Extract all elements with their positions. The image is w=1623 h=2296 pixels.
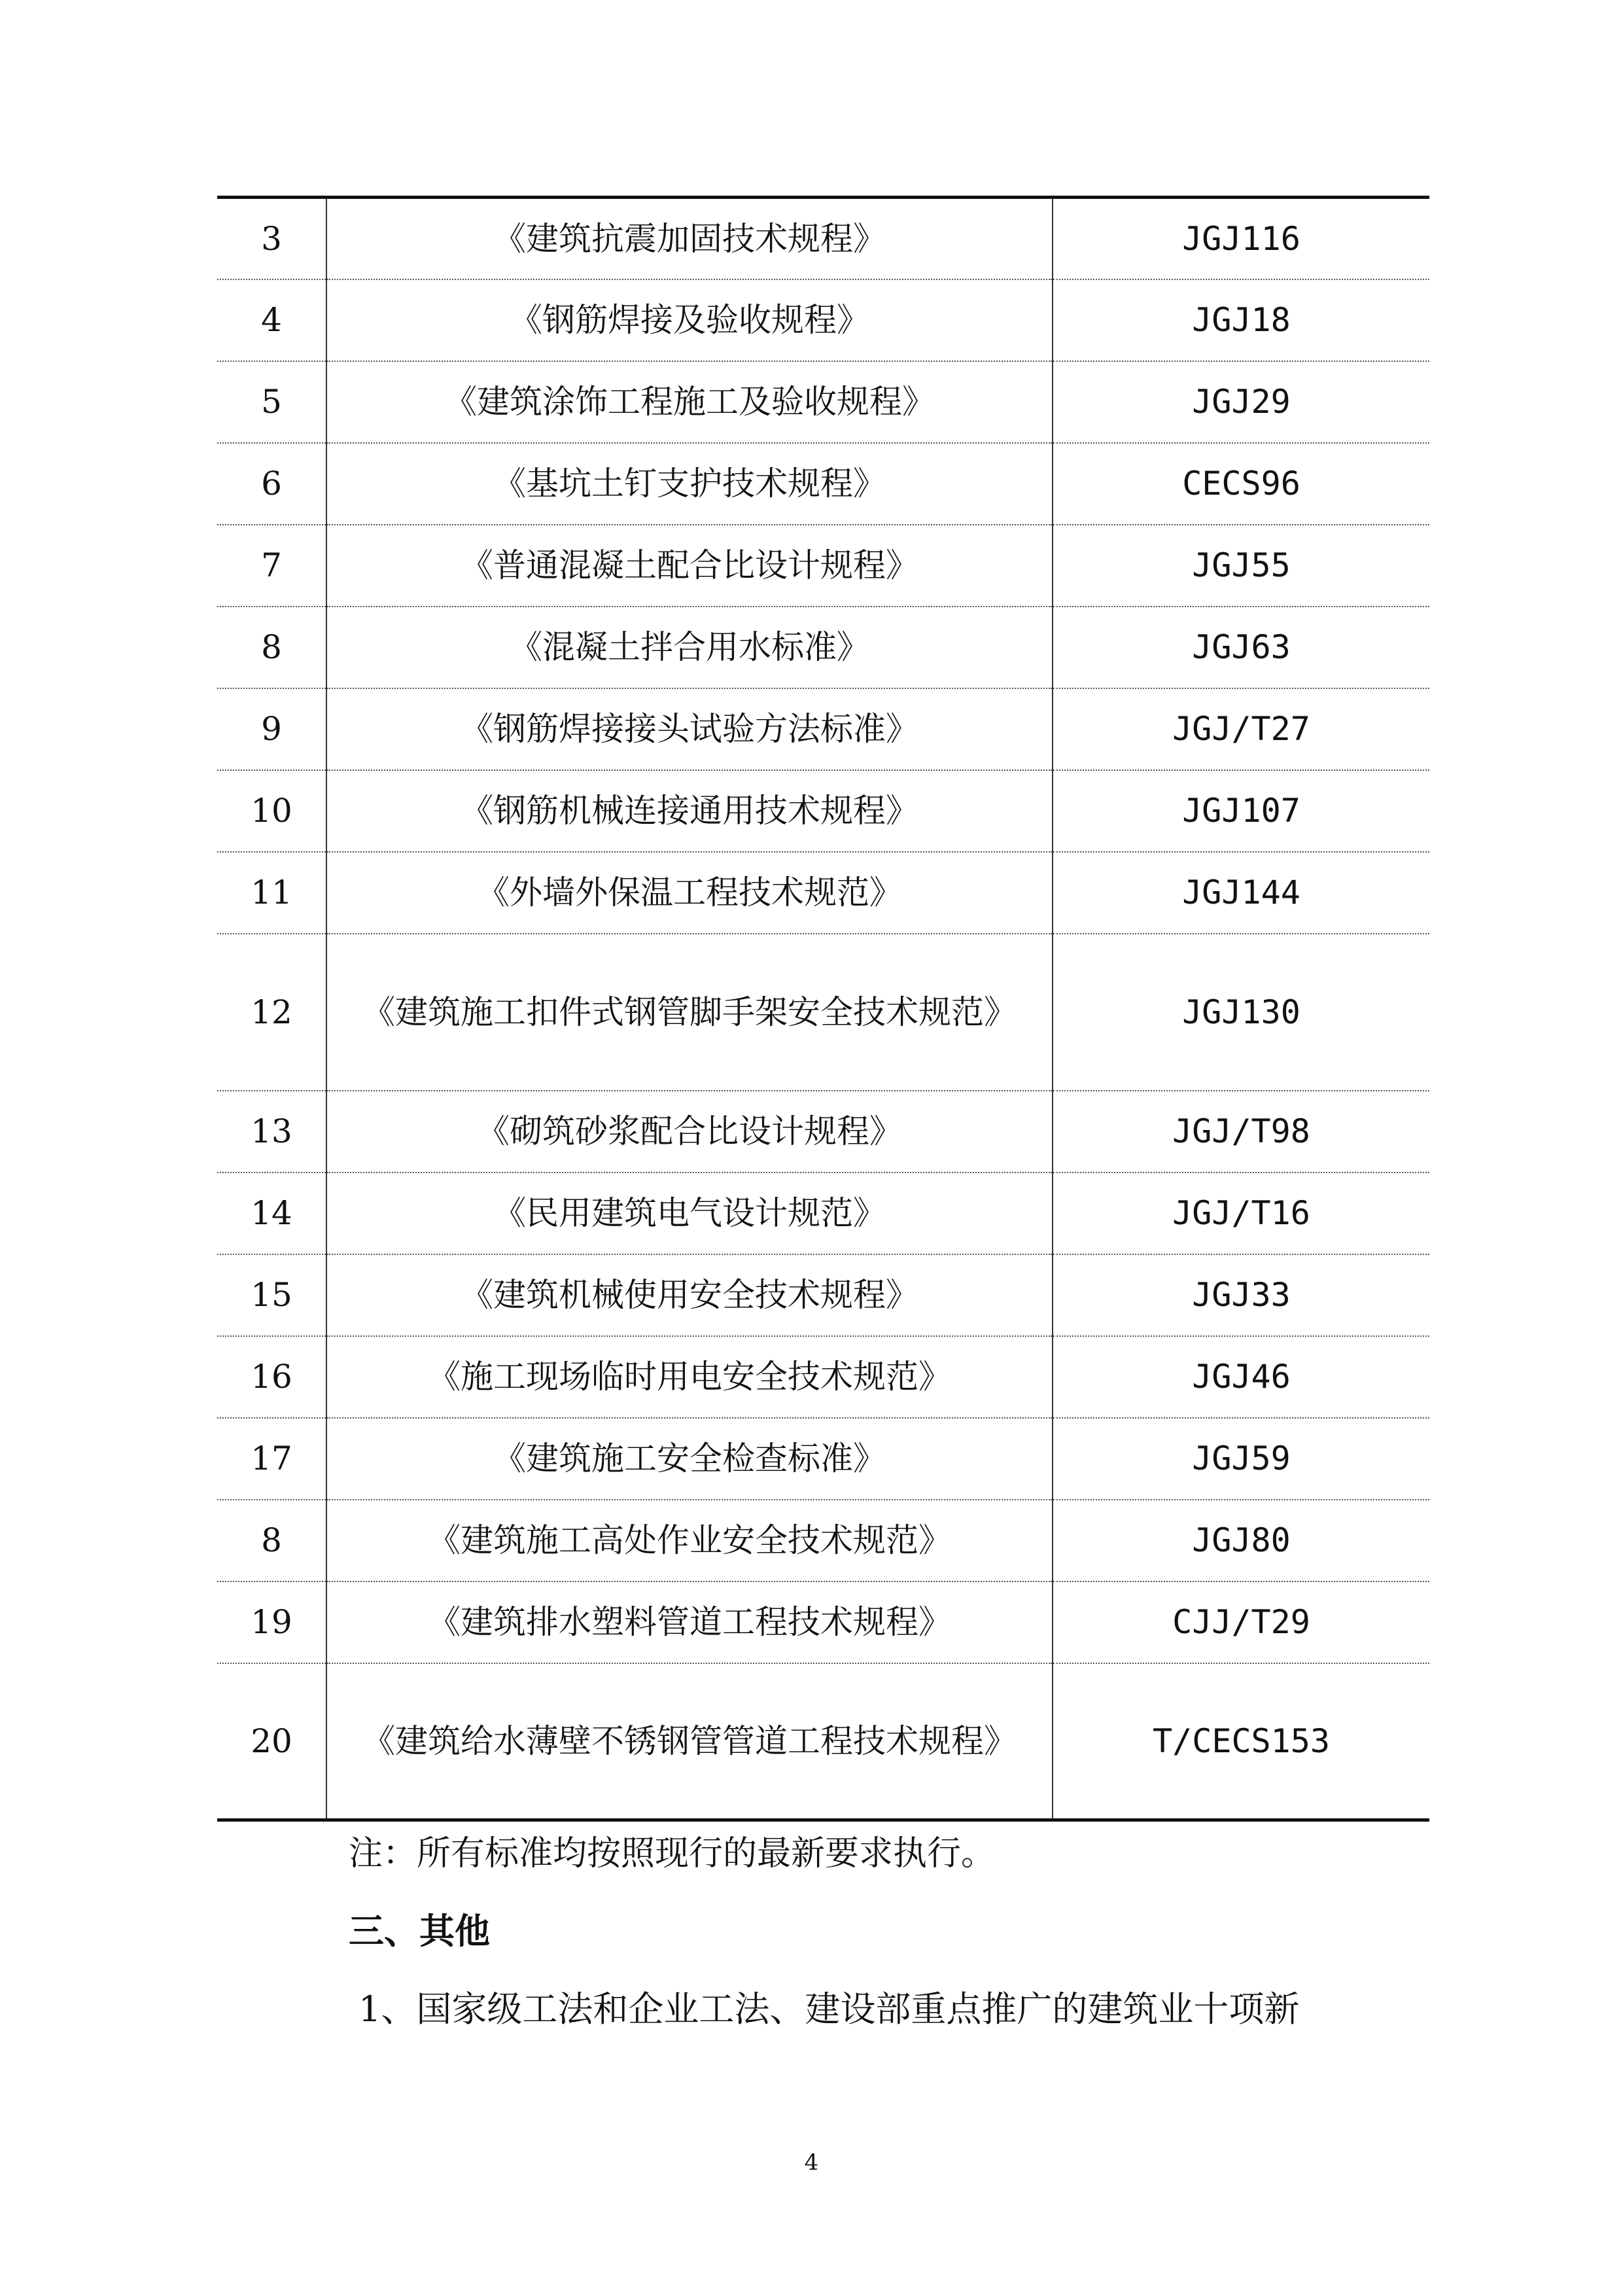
table-note: 注：所有标准均按照现行的最新要求执行。 (349, 1834, 996, 1873)
row-number: 11 (217, 852, 326, 934)
standard-code: CJJ/T29 (1053, 1581, 1429, 1663)
standard-code: JGJ144 (1053, 852, 1429, 934)
standard-name: 《建筑涂饰工程施工及验收规程》 (326, 361, 1053, 443)
table-row (217, 198, 1429, 279)
table-row (217, 1663, 1429, 1820)
table-row (217, 1336, 1429, 1418)
standard-code: JGJ63 (1053, 607, 1429, 688)
standard-code: CECS96 (1053, 443, 1429, 525)
row-number: 6 (217, 443, 326, 525)
standard-name: 《钢筋机械连接通用技术规程》 (326, 770, 1053, 852)
standard-code: JGJ55 (1053, 525, 1429, 607)
standard-name: 《建筑抗震加固技术规程》 (326, 198, 1053, 279)
standard-code: JGJ130 (1053, 934, 1429, 1091)
table-row (217, 1254, 1429, 1336)
standard-code: JGJ116 (1053, 198, 1429, 279)
row-number: 17 (217, 1418, 326, 1500)
table-row (217, 1173, 1429, 1254)
standard-name: 《建筑施工扣件式钢管脚手架安全技术规范》 (326, 934, 1053, 1091)
standard-code: JGJ/T16 (1053, 1173, 1429, 1254)
standards-table-body (217, 198, 1429, 1820)
standard-name: 《施工现场临时用电安全技术规范》 (326, 1336, 1053, 1418)
row-number: 7 (217, 525, 326, 607)
table-row (217, 688, 1429, 770)
row-number: 12 (217, 934, 326, 1091)
row-number: 9 (217, 688, 326, 770)
table-row (217, 1418, 1429, 1500)
table-row (217, 361, 1429, 443)
table-row (217, 443, 1429, 525)
body-paragraph: 1、国家级工法和企业工法、建设部重点推广的建筑业十项新 (358, 1988, 1300, 2030)
standard-code: JGJ18 (1053, 279, 1429, 361)
section-heading: 三、其他 (349, 1910, 490, 1952)
standard-name: 《普通混凝土配合比设计规程》 (326, 525, 1053, 607)
row-number: 4 (217, 279, 326, 361)
table-row (217, 852, 1429, 934)
table-row (217, 279, 1429, 361)
row-number: 3 (217, 198, 326, 279)
standard-name: 《混凝土拌合用水标准》 (326, 607, 1053, 688)
row-number: 13 (217, 1091, 326, 1173)
row-number: 16 (217, 1336, 326, 1418)
standard-code: JGJ59 (1053, 1418, 1429, 1500)
row-number: 15 (217, 1254, 326, 1336)
standard-code: JGJ107 (1053, 770, 1429, 852)
standard-code: JGJ33 (1053, 1254, 1429, 1336)
standard-name: 《建筑施工安全检查标准》 (326, 1418, 1053, 1500)
standard-code: T/CECS153 (1153, 1722, 1330, 1760)
standard-name: 《建筑排水塑料管道工程技术规程》 (326, 1581, 1053, 1663)
standard-name: 《钢筋焊接及验收规程》 (326, 279, 1053, 361)
standards-table (217, 196, 1429, 1822)
row-number: 10 (217, 770, 326, 852)
standard-name: 《外墙外保温工程技术规范》 (326, 852, 1053, 934)
standard-name: 《基坑土钉支护技术规程》 (326, 443, 1053, 525)
table-row (217, 607, 1429, 688)
standard-name: 《民用建筑电气设计规范》 (326, 1173, 1053, 1254)
row-number: 8 (217, 1500, 326, 1581)
table-row (217, 770, 1429, 852)
row-number: 8 (217, 607, 326, 688)
table-row (217, 1500, 1429, 1581)
standard-name: 《建筑机械使用安全技术规程》 (326, 1254, 1053, 1336)
standard-code: JGJ80 (1053, 1500, 1429, 1581)
table-row (217, 1091, 1429, 1173)
standard-code: JGJ46 (1053, 1336, 1429, 1418)
standard-code: JGJ/T27 (1053, 688, 1429, 770)
standard-name: 《砌筑砂浆配合比设计规程》 (326, 1091, 1053, 1173)
standard-code: JGJ/T98 (1053, 1091, 1429, 1173)
standard-name: 《建筑给水薄壁不锈钢管管道工程技术规程》 (326, 1663, 1053, 1820)
table-row (217, 525, 1429, 607)
page-number: 4 (804, 2149, 819, 2176)
table-row (217, 1581, 1429, 1663)
standard-name: 《钢筋焊接接头试验方法标准》 (326, 688, 1053, 770)
table-row (217, 934, 1429, 1091)
row-number: 5 (217, 361, 326, 443)
row-number: 14 (217, 1173, 326, 1254)
standard-code: JGJ29 (1053, 361, 1429, 443)
standard-name: 《建筑施工高处作业安全技术规范》 (326, 1500, 1053, 1581)
row-number: 19 (217, 1581, 326, 1663)
row-number: 20 (217, 1663, 326, 1820)
